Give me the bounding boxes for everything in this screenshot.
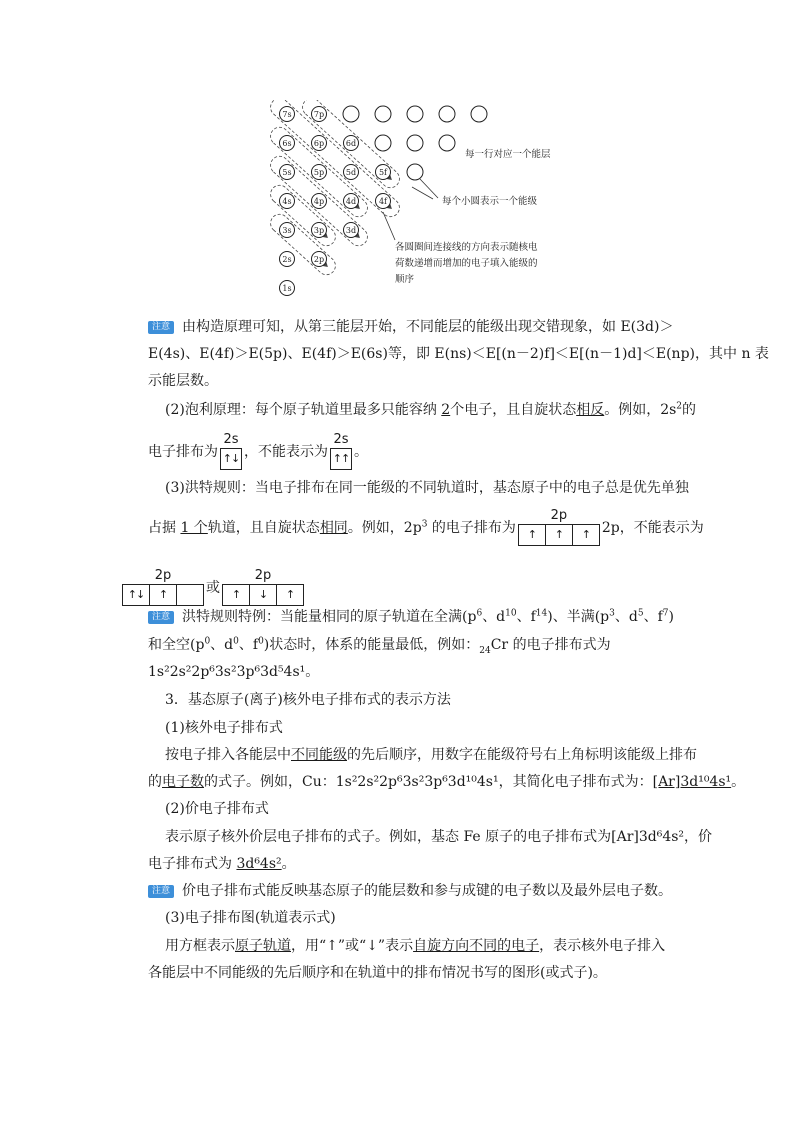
orbital-box-2p-correct: 2p ↑ ↑ ↑	[518, 524, 600, 546]
note-tag: 注意	[148, 611, 174, 624]
subheading-orbital-diagram: (3)电子排布图(轨道表示式)	[165, 910, 336, 926]
note-tag: 注意	[148, 321, 174, 334]
svg-text:4f: 4f	[378, 197, 388, 206]
svg-text:2s: 2s	[282, 255, 292, 264]
orbital-4f	[376, 194, 391, 209]
svg-text:2p: 2p	[313, 255, 325, 264]
orbital-box-2p-wrong-2: 2p ↑ ↓ ↑	[222, 584, 304, 606]
svg-text:6d: 6d	[345, 139, 357, 148]
valence-config-line-1: 表示原子核外价层电子排布的式子。例如，基态 Fe 原子的电子排布式为[Ar]3d⁶4s²，价	[165, 829, 713, 845]
orbital-2p	[312, 252, 327, 267]
caption-order-1: 各圆圈间连接线的方向表示随核电	[395, 242, 538, 253]
empty-orbital-circle	[407, 164, 423, 180]
note-paragraph-1: 注意 由构造原理可知，从第三能层开始，不同能层的能级出现交错现象，如 E(3d)＞	[148, 315, 673, 339]
hund-rule-wrong-examples: 2p ↑↓ ↑ 或 2p ↑ ↓ ↑	[120, 576, 306, 606]
pauli-principle-line-1: (2)泡利原理：每个原子轨道里最多只能容纳 2个电子，且自旋状态相反。例如，$2s^2$的	[165, 401, 697, 418]
caption-row: 每一行对应一个能层	[465, 149, 551, 160]
orbital-7p	[312, 107, 327, 122]
leader-line-order	[383, 212, 395, 240]
caption-circle: 每个小圆表示一个能级	[442, 196, 538, 207]
svg-text:6p: 6p	[313, 139, 325, 148]
svg-text:4d: 4d	[345, 197, 357, 206]
orbital-6s	[280, 136, 295, 151]
svg-text:4s: 4s	[282, 197, 292, 206]
svg-text:3d: 3d	[345, 226, 357, 235]
orbital-1s	[280, 281, 295, 296]
svg-text:3p: 3p	[313, 226, 325, 235]
hund-special-line-2: 和全空($p^0$、$d^0$、$f^0$)状态时，体系的能量最低，例如：$_{24}$Cr 的电子排布式为	[148, 636, 611, 656]
orbital-5d	[344, 165, 359, 180]
section-3-title: 3．基态原子(离子)核外电子排布式的表示方法	[165, 692, 451, 708]
note-tag: 注意	[148, 885, 174, 898]
caption-order-3: 顺序	[395, 274, 415, 285]
hund-special-line-3: 1s²2s²2p⁶3s²3p⁶3d⁵4s¹。	[148, 664, 320, 680]
subheading-valence-config: (2)价电子排布式	[165, 801, 269, 817]
hund-rule-line-1: (3)洪特规则：当电子排布在同一能级的不同轨道时，基态原子中的电子总是优先单独	[165, 480, 689, 496]
orbital-4d	[344, 194, 359, 209]
hund-rule-line-2: 占据 1 个轨道，且自旋状态相同。例如，$2p^3$ 的电子排布为 2p ↑ ↑ ↑ 2p，不能表示为	[148, 516, 704, 546]
orbital-5f	[376, 165, 391, 180]
leader-line-circle	[412, 187, 433, 199]
pauli-principle-line-2: 电子排布为 2s ↑↓ ，不能表示为 2s ↑↑ 。	[148, 440, 368, 470]
orbital-diagram-line-2: 各能层中不同能级的先后顺序和在轨道中的排布情况书写的图形(或式子)。	[148, 965, 607, 981]
valence-note: 注意 价电子排布式能反映基态原子的能层数和参与成键的电子数以及最外层电子数。	[148, 879, 672, 903]
empty-orbital-circle	[439, 106, 455, 122]
svg-text:5f: 5f	[378, 168, 388, 177]
aufbau-diagram	[255, 100, 575, 310]
empty-orbital-circle	[407, 135, 423, 151]
electron-config-line-1: 按电子排入各能层中不同能级的先后顺序，用数字在能级符号右上角标明该能级上排布	[165, 747, 697, 763]
svg-text:1s: 1s	[282, 284, 292, 293]
leader-line-row	[420, 179, 438, 198]
orbital-7s	[280, 107, 295, 122]
orbital-3p	[312, 223, 327, 238]
empty-orbital-circle	[439, 135, 455, 151]
svg-text:7p: 7p	[313, 110, 325, 119]
orbital-box-2s-correct: 2s ↑↓	[220, 448, 242, 470]
svg-text:5d: 5d	[345, 168, 357, 177]
empty-orbital-circle	[375, 106, 391, 122]
empty-orbital-circle	[375, 135, 391, 151]
orbital-5s	[280, 165, 295, 180]
svg-text:5p: 5p	[313, 168, 325, 177]
orbital-3s	[280, 223, 295, 238]
empty-orbital-circle	[407, 106, 423, 122]
orbital-box-2s-wrong: 2s ↑↑	[330, 448, 352, 470]
orbital-3d	[344, 223, 359, 238]
orbital-4s	[280, 194, 295, 209]
valence-config-line-2: 电子排布式为 3d⁶4s²。	[148, 856, 296, 872]
note-paragraph-1-line-3: 示能层数。	[148, 373, 218, 389]
svg-text:3s: 3s	[282, 226, 292, 235]
svg-text:5s: 5s	[282, 168, 292, 177]
note-paragraph-1-line-2: E(4s)、E(4f)＞E(5p)、E(4f)＞E(6s)等，即 E(ns)＜E[(n－2)f]＜E[(n－1)d]＜E(np)，其中 n 表	[148, 346, 769, 362]
caption-order-2: 荷数递增而增加的电子填入能级的	[395, 258, 538, 269]
hund-special-line-1: 注意 洪特规则特例：当能量相同的原子轨道在全满($p^6$、$d^{10}$、$f^{14}$)、半满($p^3$、$d^5$、$f^7$)	[148, 605, 674, 629]
orbital-box-2p-wrong-1: 2p ↑↓ ↑	[122, 584, 204, 606]
orbital-6p	[312, 136, 327, 151]
orbital-5p	[312, 165, 327, 180]
subheading-electron-config: (1)核外电子排布式	[165, 720, 283, 736]
orbital-6d	[344, 136, 359, 151]
electron-config-line-2: 的电子数的式子。例如，Cu：1s²2s²2p⁶3s²3p⁶3d¹⁰4s¹，其简化电子排布式为：[Ar]3d¹⁰4s¹。	[148, 774, 746, 790]
empty-orbital-circle	[471, 106, 487, 122]
orbital-diagram-line-1: 用方框表示原子轨道，用“↑”或“↓”表示自旋方向不同的电子，表示核外电子排入	[165, 938, 666, 954]
empty-orbital-circle	[343, 106, 359, 122]
svg-text:7s: 7s	[282, 110, 292, 119]
orbital-4p	[312, 194, 327, 209]
svg-text:4p: 4p	[313, 197, 325, 206]
orbital-2s	[280, 252, 295, 267]
svg-text:6s: 6s	[282, 139, 292, 148]
